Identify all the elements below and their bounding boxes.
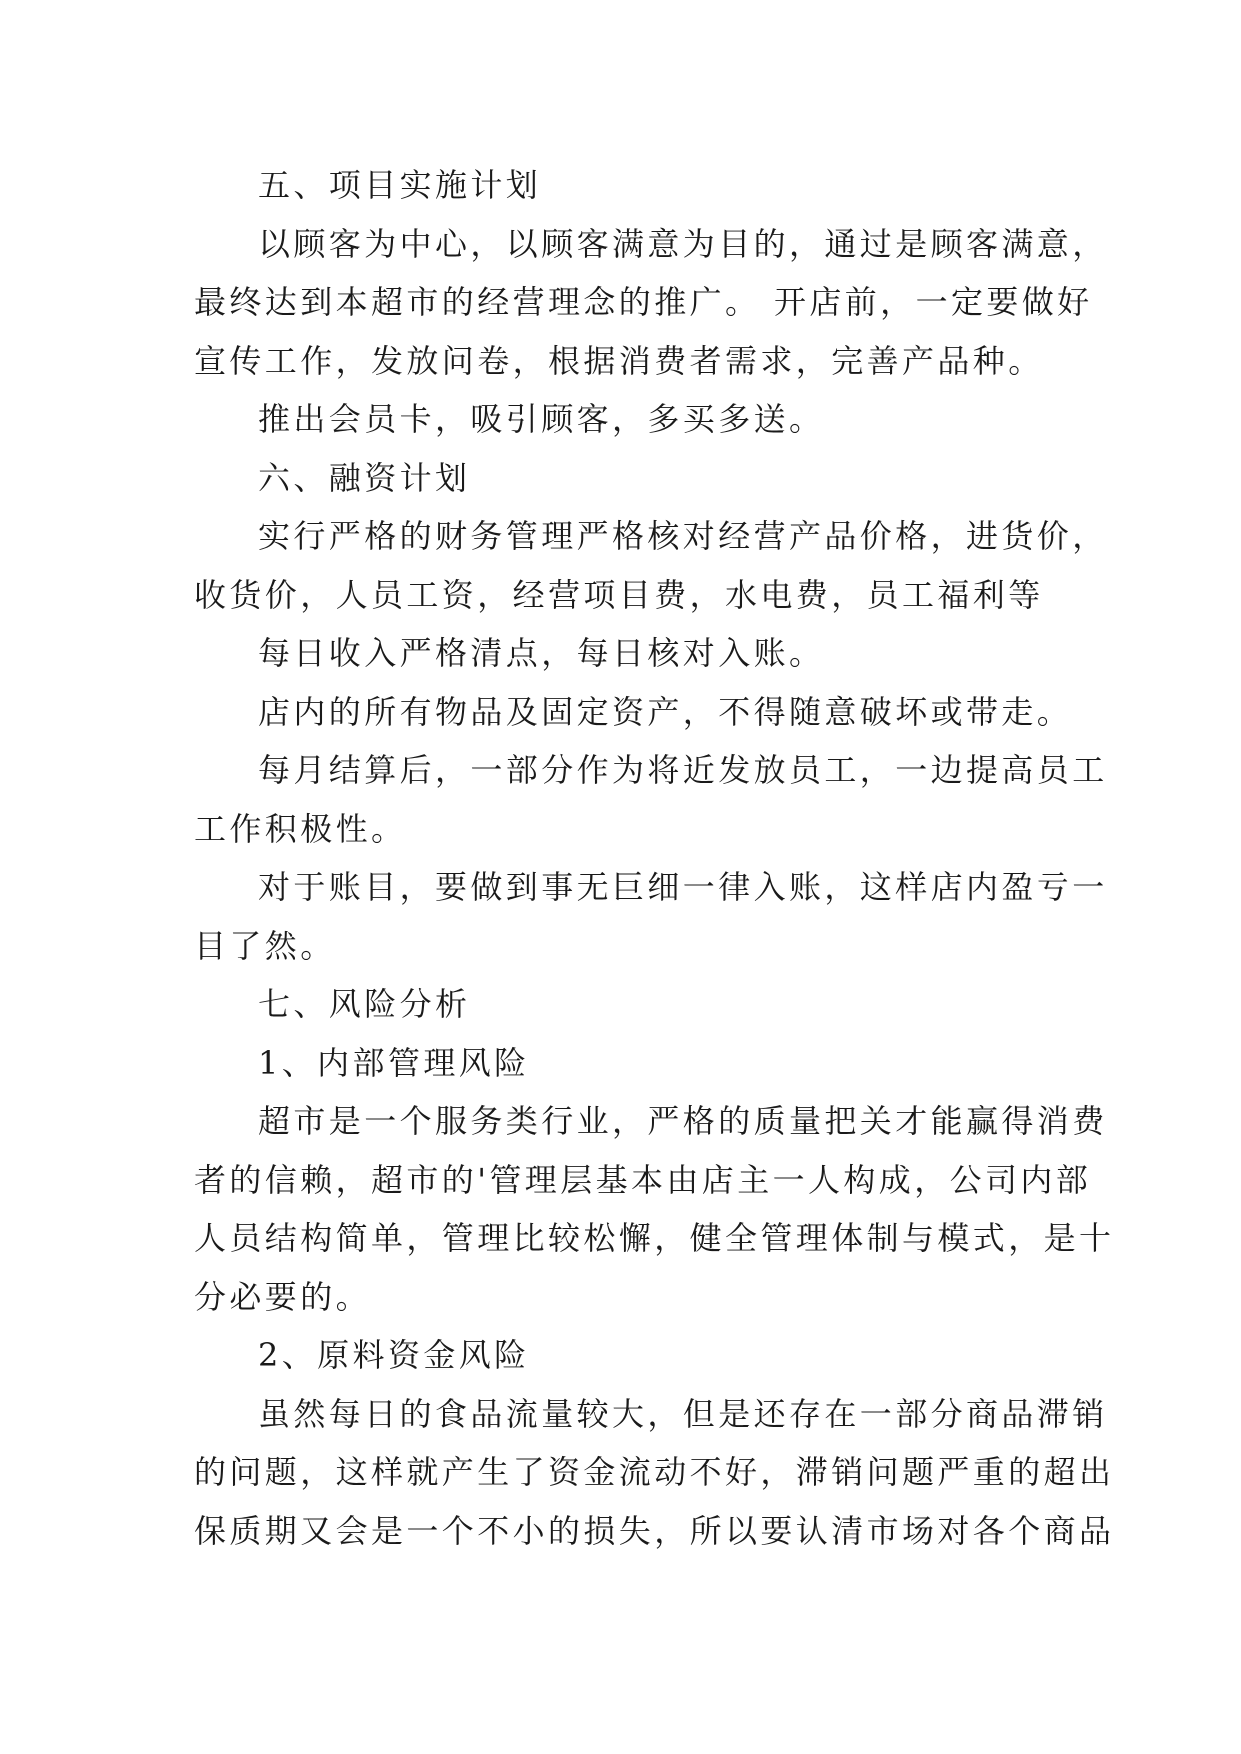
text-line: 的问题，这样就产生了资金流动不好，滞销问题严重的超出 [194,1453,1115,1491]
text-line: 七、风险分析 [258,985,471,1023]
text-line: 工作积极性。 [194,809,407,848]
text-line: 2、原料资金风险 [258,1336,530,1374]
paragraph [194,1326,1074,1385]
text-line: 者的信赖，超市的'管理层基本由店主一人构成，公司内部 [194,1160,1092,1199]
paragraph [194,741,1108,858]
text-line: 店内的所有物品及固定资产，不得随意破坏或带走。 [258,692,1073,731]
paragraph [194,975,1074,1034]
paragraph [194,1034,1074,1093]
text-line: 超市是一个服务类行业，严格的质量把关才能赢得消费 [258,1102,1108,1140]
text-line: 宣传工作，发放问卷，根据消费者需求，完善产品种。 [194,341,1044,380]
text-line: 人员结构简单，管理比较松懈，健全管理体制与模式，是十 [194,1219,1115,1257]
text-line: 每月结算后，一部分作为将近发放员工，一边提高员工 [258,751,1108,789]
text-line: 推出会员卡，吸引顾客，多买多送。 [258,400,825,438]
paragraph [194,215,1108,391]
paragraph [194,1092,1115,1326]
document-body [194,156,1115,1560]
paragraph [194,624,1074,683]
text-line: 六、融资计划 [258,458,471,497]
text-line: 最终达到本超市的经营理念的推广。 开店前，一定要做好 [194,283,1093,321]
paragraph [194,858,1108,975]
text-line: 实行严格的财务管理严格核对经营产品价格，进货价， [258,517,1108,555]
paragraph [194,390,1074,449]
paragraph [194,683,1074,742]
paragraph [194,449,1074,508]
text-line: 收货价，人员工资，经营项目费，水电费，员工福利等 [194,575,1044,614]
text-line: 每日收入严格清点，每日核对入账。 [258,634,825,672]
text-line: 分必要的。 [194,1277,372,1316]
text-line: 保质期又会是一个不小的损失，所以要认清市场对各个商品 [194,1511,1115,1550]
paragraph [194,156,1074,215]
text-line: 五、项目实施计划 [258,166,542,204]
text-line: 1、内部管理风险 [258,1043,530,1082]
text-line: 对于账目，要做到事无巨细一律入账，这样店内盈亏一 [258,868,1108,906]
text-line: 虽然每日的食品流量较大，但是还存在一部分商品滞销 [258,1394,1108,1433]
paragraph [194,1385,1115,1561]
text-line: 目了然。 [194,926,336,965]
text-line: 以顾客为中心，以顾客满意为目的，通过是顾客满意， [258,224,1108,263]
paragraph [194,507,1108,624]
